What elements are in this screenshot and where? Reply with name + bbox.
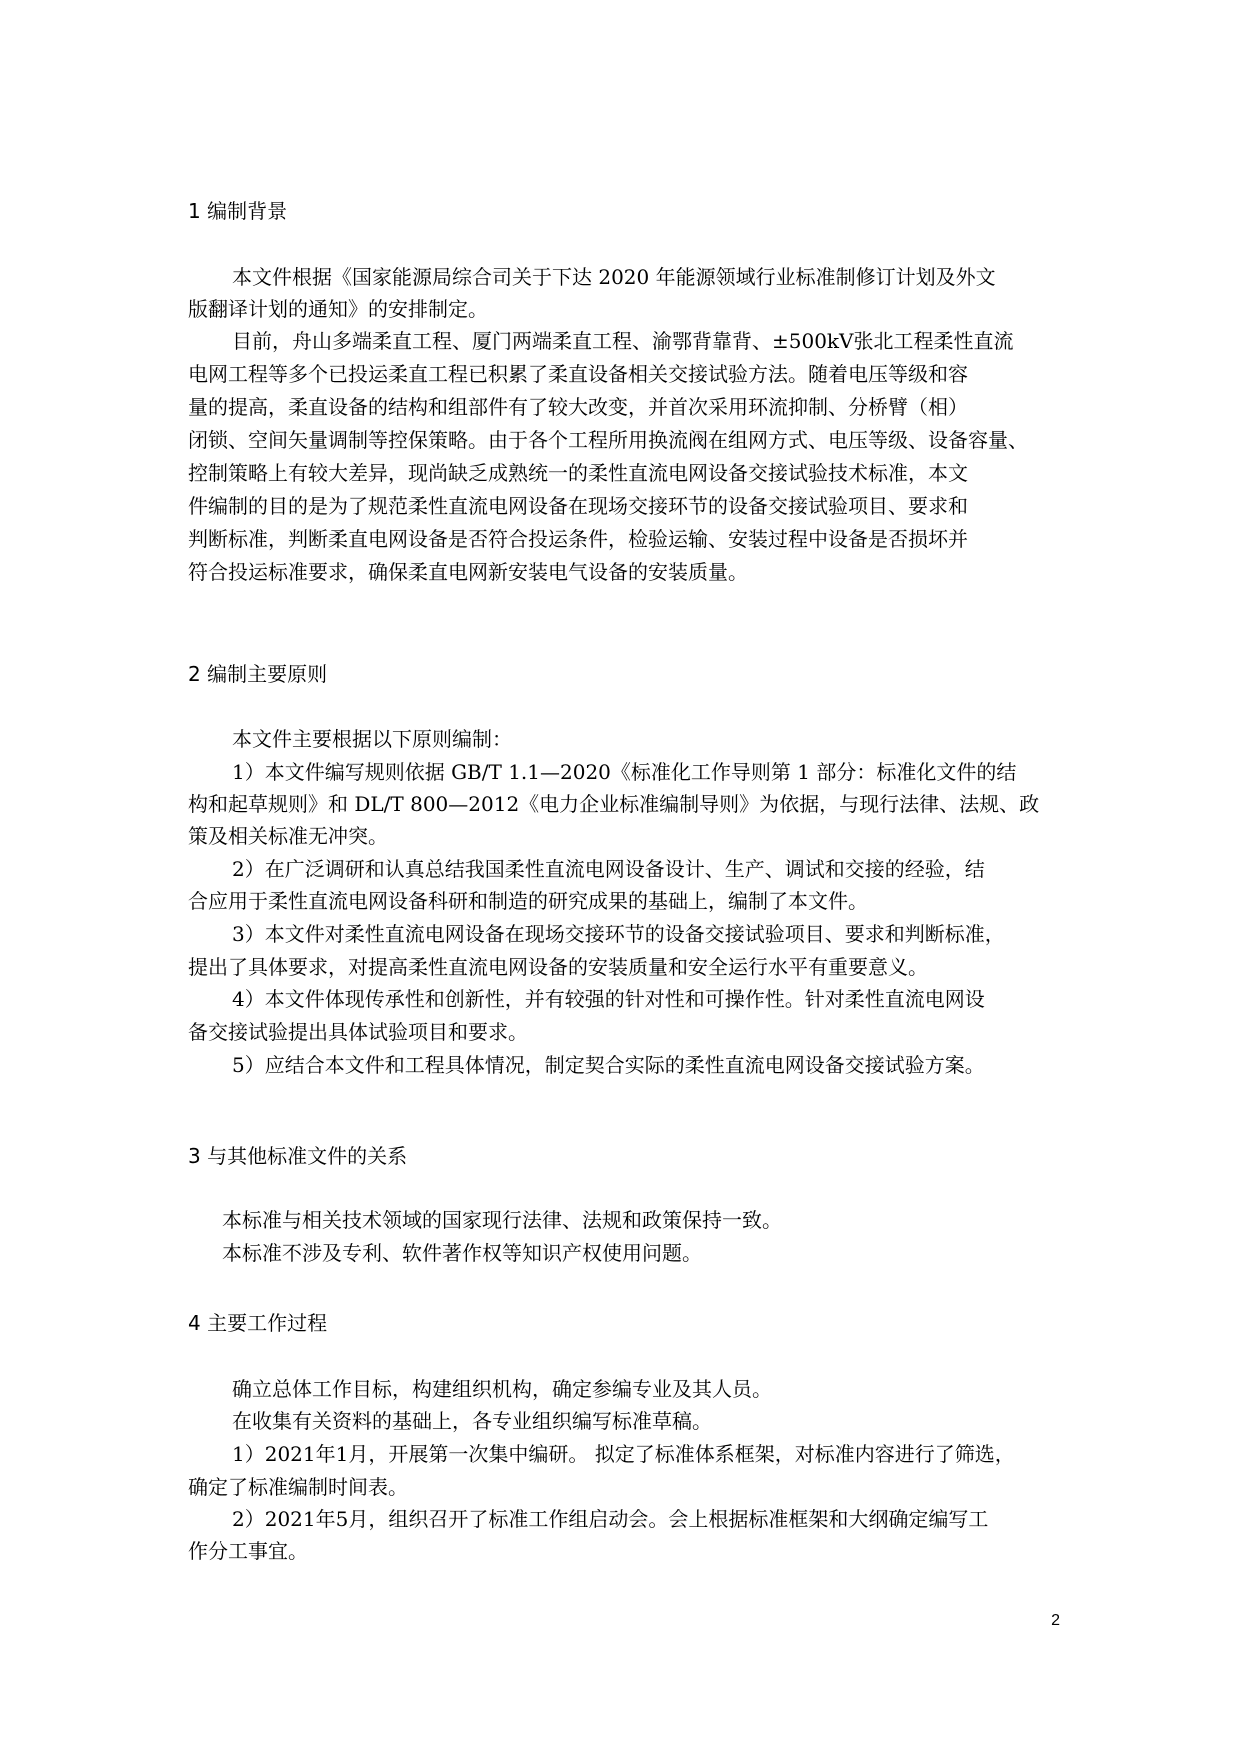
paragraph-line: 4）本文件体现传承性和创新性，并有较强的针对性和可操作性。针对柔性直流电网设: [232, 987, 985, 1011]
paragraph-line: 1）2021年1月，开展第一次集中编研。 拟定了标准体系框架，对标准内容进行了筛选，: [232, 1442, 1015, 1466]
paragraph-line: 符合投运标准要求，确保柔直电网新安装电气设备的安装质量。: [188, 560, 748, 584]
paragraph-line: 1）本文件编写规则依据 GB/T 1.1—2020《标准化工作导则第 1 部分：标准化文件的结: [232, 760, 1017, 784]
paragraph-line: 件编制的目的是为了规范柔性直流电网设备在现场交接环节的设备交接试验项目、要求和: [188, 494, 968, 518]
paragraph-line: 确定了标准编制时间表。: [188, 1475, 408, 1499]
paragraph-line: 合应用于柔性直流电网设备科研和制造的研究成果的基础上，编制了本文件。: [188, 889, 868, 913]
paragraph-line: 判断标准，判断柔直电网设备是否符合投运条件，检验运输、安装过程中设备是否损坏并: [188, 527, 968, 551]
paragraph-line: 策及相关标准无冲突。: [188, 824, 388, 848]
paragraph-line: 提出了具体要求，对提高柔性直流电网设备的安装质量和安全运行水平有重要意义。: [188, 955, 928, 979]
paragraph-line: 本标准与相关技术领域的国家现行法律、法规和政策保持一致。: [222, 1208, 782, 1232]
paragraph-line: 2）在广泛调研和认真总结我国柔性直流电网设备设计、生产、调试和交接的经验，结: [232, 857, 985, 881]
paragraph-line: 控制策略上有较大差异，现尚缺乏成熟统一的柔性直流电网设备交接试验技术标准，本文: [188, 461, 968, 485]
paragraph-line: 5）应结合本文件和工程具体情况，制定契合实际的柔性直流电网设备交接试验方案。: [232, 1053, 985, 1077]
page-number: 2: [1051, 1612, 1060, 1629]
paragraph-line: 本标准不涉及专利、软件著作权等知识产权使用问题。: [222, 1241, 702, 1265]
paragraph-line: 3）本文件对柔性直流电网设备在现场交接环节的设备交接试验项目、要求和判断标准，: [232, 922, 1005, 946]
section-heading-principles: 2 编制主要原则: [188, 662, 328, 686]
paragraph-line: 闭锁、空间矢量调制等控保策略。由于各个工程所用换流阀在组网方式、电压等级、设备容量、: [188, 428, 1028, 452]
paragraph-line: 电网工程等多个已投运柔直工程已积累了柔直设备相关交接试验方法。随着电压等级和容: [188, 362, 968, 386]
paragraph-line: 备交接试验提出具体试验项目和要求。: [188, 1020, 528, 1044]
section-heading-background: 1 编制背景: [188, 199, 288, 223]
paragraph-line: 在收集有关资料的基础上，各专业组织编写标准草稿。: [232, 1409, 712, 1433]
paragraph-line: 构和起草规则》和 DL/T 800—2012《电力企业标准编制导则》为依据，与现行法律、法规、政: [188, 792, 1040, 816]
paragraph-line: 目前，舟山多端柔直工程、厦门两端柔直工程、渝鄂背靠背、±500kV张北工程柔性直流: [232, 329, 1014, 353]
section-heading-work-process: 4 主要工作过程: [188, 1311, 328, 1335]
paragraph-line: 本文件根据《国家能源局综合司关于下达 2020 年能源领域行业标准制修订计划及外文: [232, 265, 996, 289]
paragraph-line: 本文件主要根据以下原则编制：: [232, 727, 512, 751]
paragraph-line: 作分工事宜。: [188, 1539, 308, 1563]
paragraph-line: 版翻译计划的通知》的安排制定。: [188, 297, 488, 321]
section-heading-relationship: 3 与其他标准文件的关系: [188, 1144, 408, 1168]
paragraph-line: 2）2021年5月，组织召开了标准工作组启动会。会上根据标准框架和大纲确定编写工: [232, 1507, 989, 1531]
paragraph-line: 量的提高，柔直设备的结构和组部件有了较大改变，并首次采用环流抑制、分桥臂（相）: [188, 395, 968, 419]
paragraph-line: 确立总体工作目标，构建组织机构，确定参编专业及其人员。: [232, 1377, 772, 1401]
